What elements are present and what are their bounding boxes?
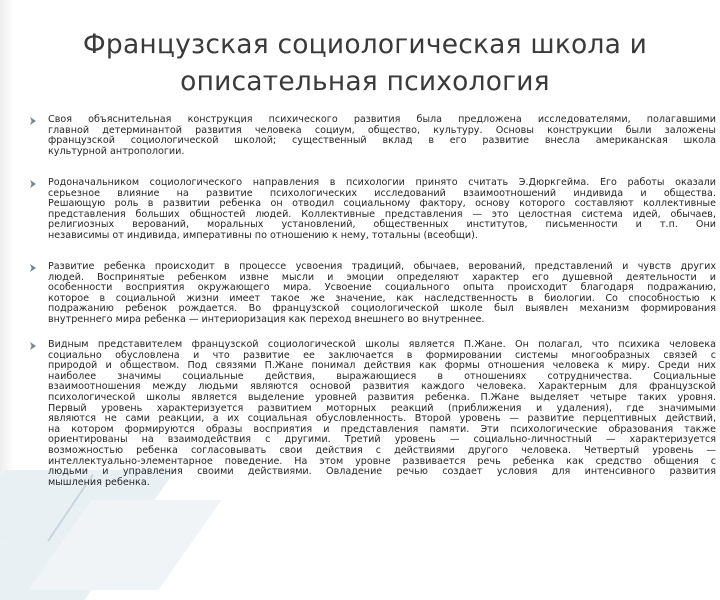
text-line: французской социологической школой; существенный вклад в его развитие внесла американская школа xyxy=(48,135,716,147)
text-line: религиозных верований, моральных установлений, общественных институтов, письменности и т.п. Они xyxy=(48,219,716,231)
text-line: Первый уровень характеризуется развитием моторных реакций (приближения и удаления), где значимыми xyxy=(48,402,716,414)
text-line: природой и обществом. Под связями П.Жане понимал действия как формы отношения человека к миру. Среди них xyxy=(48,360,716,372)
text-line: людей. Воспринятые ребенком извне мысли и эмоции определяют характер его душевной деятельности и xyxy=(48,271,716,283)
text-line: подражанию ребенок рождается. Во французской социологической школе был выявлен механизм формирования xyxy=(48,303,716,315)
left-edge-decoration xyxy=(0,0,14,540)
text-line: Решающую роль в развитии ребенка он отводил социальному фактору, основу которого составляют коллективные xyxy=(48,198,716,210)
slide-title-line-2: описательная психология xyxy=(180,66,550,97)
paragraph-text xyxy=(48,178,716,242)
text-line: социально обусловлена и что развитие ее заключается в формировании системы многообразных связей с xyxy=(48,349,716,361)
text-line: являются не сами реакции, а их социальная обусловленность. Второй уровень — развитие перцептивных действий, xyxy=(48,413,716,425)
text-line: Видным представителем французской социологической школы является П.Жане. Он полагал, что психика человека xyxy=(48,339,716,350)
text-line: ориентированы на взаимодействия с другими. Третий уровень — социально-личностный — характеризуется xyxy=(48,434,716,446)
text-line: взаимоотношения между людьми являются основой развития каждого человека. Характерным для французской xyxy=(48,381,716,393)
text-line: людьми и управления своими действиями. Овладение речью создает условия для интенсивного развития xyxy=(48,466,716,478)
text-line: культурной антропологии. xyxy=(48,145,185,157)
paragraph-text xyxy=(48,262,716,326)
paragraph-text xyxy=(48,115,716,157)
slide-title xyxy=(40,26,690,100)
text-line: психологической школы является выделение уровней развития ребенка. П.Жане выделяет четыре таких уровня. xyxy=(48,391,716,403)
arrow-bullet-icon xyxy=(30,180,36,188)
text-line: наиболее значимы социальные действия, выражающиеся в отношениях сотрудничества. Социальные xyxy=(48,370,716,382)
text-line: внутреннего мира ребенка — интериоризация как переход внешнего во внутреннее. xyxy=(48,313,485,325)
text-line: возможностью ребенка согласовывать свои действия с действиями другого человека. Четвертый уровень — xyxy=(48,444,716,456)
text-line: Родоначальником социологического направления в психологии принято считать Э.Дюркгейма. Его работы оказали xyxy=(48,177,716,188)
text-line: главной детерминантой развития человека социум, общество, культуру. Основы конструкции были заложены xyxy=(48,124,716,136)
text-line: Развитие ребенка происходит в процессе усвоения традиций, обычаев, верований, представлений и чувств других xyxy=(48,261,716,272)
text-line: на котором формируются образы восприятия и представления памяти. Эти психологические образования также xyxy=(48,423,716,435)
text-line: серьезное влияние на развитие психологических исследований взаимоотношений индивида и общества. xyxy=(48,187,716,199)
arrow-bullet-icon xyxy=(30,264,36,272)
arrow-bullet-icon xyxy=(30,117,36,125)
text-line: независимы от индивида, императивны по отношению к нему, тотальны (всеобщи). xyxy=(48,229,478,241)
text-line: Своя объяснительная конструкция психического развития была предложена исследователями, полагавшими xyxy=(48,114,716,125)
text-line: представления больших общностей людей. Коллективные представления — это целостная система идей, обычаев, xyxy=(48,208,716,220)
text-line: мышления ребенка. xyxy=(48,476,150,488)
paragraph-text xyxy=(48,340,716,488)
text-line: особенности восприятия окружающего мира. Усвоение социального опыта происходит благодаря подражанию, xyxy=(48,282,716,294)
text-line: интеллектуально-элементарное поведение. На этом уровне развивается речь ребенка как средство общения с xyxy=(48,455,716,467)
arrow-bullet-icon xyxy=(30,342,36,350)
text-line: которое в социальной жизни имеет такое же значение, как наследственность в биологии. Со способностью к xyxy=(48,292,716,304)
slide-title-line-1: Французская социологическая школа и xyxy=(82,29,648,60)
